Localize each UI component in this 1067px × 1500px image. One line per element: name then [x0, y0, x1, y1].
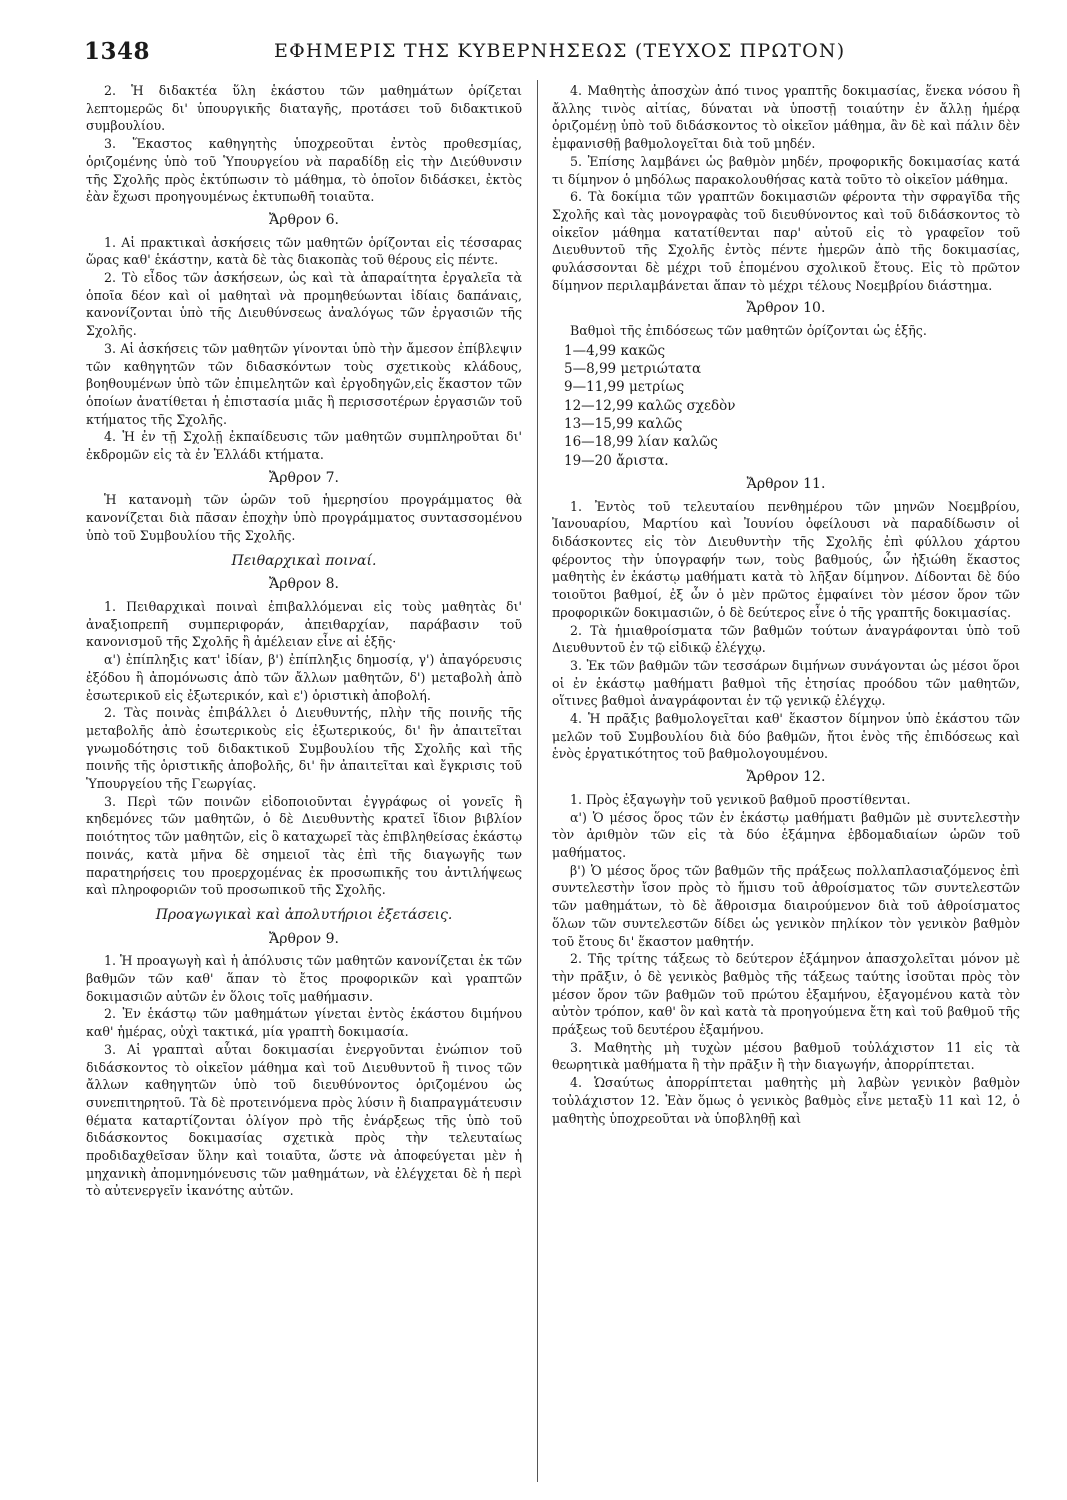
- paragraph: 6. Τὰ δοκίμια τῶν γραπτῶν δοκιμασιῶν φέροντα τὴν σφραγῖδα τῆς Σχολῆς καὶ τὰς μονογραφὰς τοῦ διευθύνοντος καὶ τοῦ διδάσκοντος τὸ οἰκεῖον μάθημα κατατίθενται παρ' αὐτοῦ εἰς τὸ γραφεῖον τοῦ Διευθυντοῦ τῆς Σχολῆς ἐντὸς πέντε ἡμερῶν ἀπὸ τῆς δοκιμασίας, φυλάσσονται δὲ μέχρι τοῦ ἑπομένου σχολικοῦ ἔτους. Εἰς τὸ πρῶτον δίμηνον περιλαμβάνεται ἅπαν τὸ μέχρι τέλους Νοεμβρίου διάστημα.: [552, 189, 1020, 293]
- paragraph: 3. Αἱ ἀσκήσεις τῶν μαθητῶν γίνονται ὑπὸ τὴν ἄμεσον ἐπίβλεψιν τῶν καθηγητῶν τῶν διδασκόντων τοὺς σχετικοὺς κλάδους, βοηθουμένων ὑπὸ τῶν ἐπιμελητῶν καὶ ἐργοδηγῶν,εἰς ἕκαστον τῶν ὁποίων ἀνατίθεται ἡ ἐπιστασία μιᾶς ἢ περισσοτέρων ἐργασιῶν τοῦ κτήματος τῆς Σχολῆς.: [86, 340, 522, 427]
- paragraph: 3. Ἐκ τῶν βαθμῶν τῶν τεσσάρων διμήνων συνάγονται ὡς μέσοι ὅροι οἱ ἐν ἑκάστῳ μαθήματι βαθμοὶ τῆς ἐτησίας προόδου τῶν μαθητῶν, οἵτινες βαθμοὶ ἀναγράφονται ἐν τῷ γενικῷ ἐλέγχῳ.: [552, 657, 1020, 709]
- article-heading: Ἄρθρον 12.: [746, 769, 826, 786]
- paragraph: α') Ὁ μέσος ὅρος τῶν ἐν ἑκάστῳ μαθήματι βαθμῶν μὲ συντελεστὴν τὸν ἀριθμὸν τῶν εἰς τὰ δύο ἑξάμηνα ἑβδομαδιαίων ὡρῶν τοῦ μαθήματος.: [552, 809, 1020, 860]
- section-heading: Προαγωγικαὶ καὶ ἀπολυτήριοι ἐξετάσεις.: [155, 906, 453, 923]
- paragraph: 2. Ἐν ἑκάστῳ τῶν μαθημάτων γίνεται ἐντὸς ἑκάστου διμήνου καθ' ἡμέρας, οὐχὶ τακτικά, μία γραπτὴ δοκιμασία.: [86, 1006, 522, 1040]
- column-divider: [537, 80, 538, 1482]
- paragraph: 1. Αἱ πρακτικαὶ ἀσκήσεις τῶν μαθητῶν ὁρίζονται εἰς τέσσαρας ὥρας καθ' ἑκάστην, κατὰ δὲ τὰς διακοπὰς τοῦ θέρους εἰς πέντε.: [86, 234, 522, 268]
- paragraph: 1. Ἐντὸς τοῦ τελευταίου πενθημέρου τῶν μηνῶν Νοεμβρίου, Ἰανουαρίου, Μαρτίου καὶ Ἰουνίου ὀφείλουσι νὰ παραδίδωσιν οἱ διδάσκοντες εἰς τὸν Διευθυντὴν τῆς Σχολῆς ἐπὶ φύλλου χάρτου φέροντος τὴν ὑπογραφήν των, τοὺς βαθμούς, ὧν ἠξιώθη ἕκαστος μαθητὴς ἐν ἑκάστῳ μαθήματι κατὰ τὸ λῆξαν δίμηνον. Δίδονται δὲ δύο τοιοῦτοι βαθμοί, ἐξ ὧν ὁ μὲν πρῶτος ἐμφαίνει τὸν μέσον ὅρον τῶν προφορικῶν δοκιμασιῶν, ὁ δὲ δεύτερος εἶνε ὁ τῆς γραπτῆς δοκιμασίας.: [552, 498, 1020, 620]
- article-heading: Ἄρθρον 7.: [269, 469, 339, 486]
- paragraph: Βαθμοὶ τῆς ἐπιδόσεως τῶν μαθητῶν ὁρίζονται ὡς ἑξῆς.: [570, 323, 927, 339]
- paragraph: 1. Ἡ προαγωγὴ καὶ ἡ ἀπόλυσις τῶν μαθητῶν κανονίζεται ἐκ τῶν βαθμῶν τῶν καθ' ἅπαν τὸ ἔτος προφορικῶν καὶ γραπτῶν δοκιμασιῶν αὐτῶν ἐν ὅλοις τοῖς μαθήμασιν.: [86, 953, 522, 1004]
- grade-row: 13—15,99 καλῶς: [564, 416, 683, 433]
- article-heading: Ἄρθρον 8.: [269, 576, 339, 593]
- grade-row: 5—8,99 μετριώτατα: [564, 361, 702, 378]
- grade-row: 1—4,99 κακῶς: [564, 342, 665, 359]
- article-heading: Ἄρθρον 11.: [746, 475, 826, 492]
- paragraph: α') ἐπίπληξις κατ' ἰδίαν, β') ἐπίπληξις δημοσίᾳ, γ') ἀπαγόρευσις ἐξόδου ἢ ἀπομόνωσις ἀπὸ τῶν ἄλλων μαθητῶν, δ') μεταβολὴ ἀπὸ ἐσωτερικοῦ εἰς ἐξωτερικόν, καὶ ε') ὁριστικὴ ἀποβολή.: [86, 652, 522, 703]
- grade-row: 12—12,99 καλῶς σχεδὸν: [564, 397, 736, 414]
- running-title: ΕΦΗΜΕΡΙΣ ΤΗΣ ΚΥΒΕΡΝΗΣΕΩΣ (ΤΕΥΧΟΣ ΠΡΩΤΟΝ): [274, 40, 846, 62]
- grade-scale: [552, 342, 1020, 470]
- paragraph: 2. Τῆς τρίτης τάξεως τὸ δεύτερον ἑξάμηνον ἀπασχολεῖται μόνον μὲ τὴν πρᾶξιν, ὁ δὲ γενικὸς βαθμὸς τῆς τάξεως ταύτης ἰσοῦται πρὸς τὸν μέσον ὅρον τῶν βαθμῶν τοῦ πρώτου ἑξαμήνου, ἐξαγομένου κατὰ τὸν αὐτὸν τρόπον, καθ' ὃν καὶ κατὰ τὰ προηγούμενα ἔτη καὶ τοῦ βαθμοῦ τῆς πράξεως τοῦ δευτέρου ἑξαμήνου.: [552, 951, 1020, 1038]
- paragraph: 2. Τὰς ποινὰς ἐπιβάλλει ὁ Διευθυντής, πλὴν τῆς ποινῆς τῆς μεταβολῆς ἀπὸ ἐσωτερικοὺς εἰς ἐξωτερικούς, δι' ἣν ἀπαιτεῖται γνωμοδότησις τοῦ διδακτικοῦ Συμβουλίου τῆς Σχολῆς καὶ τῆς ποινῆς τῆς ὁριστικῆς ἀποβολῆς, δι' ἣν ἀπαιτεῖται καὶ ἔγκρισις τοῦ Ὑπουργείου τῆς Γεωργίας.: [86, 705, 522, 792]
- paragraph: 5. Ἐπίσης λαμβάνει ὡς βαθμὸν μηδέν, προφορικῆς δοκιμασίας κατά τι δίμηνον ὁ μηδόλως παρακολουθήσας κατὰ τοῦτο τὸ οἰκεῖον μάθημα.: [552, 153, 1020, 187]
- paragraph: 1. Πειθαρχικαὶ ποιναὶ ἐπιβαλλόμεναι εἰς τοὺς μαθητὰς δι' ἀναξιοπρεπῆ συμπεριφοράν, ἀπειθαρχίαν, παράβασιν τοῦ κανονισμοῦ τῆς Σχολῆς ἢ ἀμέλειαν εἶνε αἱ ἑξῆς·: [86, 598, 522, 650]
- paragraph: 2. Ἡ διδακτέα ὕλη ἑκάστου τῶν μαθημάτων ὁρίζεται λεπτομερῶς δι' ὑπουργικῆς διαταγῆς, προτάσει τοῦ διδακτικοῦ συμβουλίου.: [86, 83, 522, 134]
- page-number: 1348: [84, 38, 151, 65]
- paragraph: 3. Αἱ γραπταὶ αὗται δοκιμασίαι ἐνεργοῦνται ἐνώπιον τοῦ διδάσκοντος τὸ οἰκεῖον μάθημα καὶ τοῦ Διευθυντοῦ ἢ τινος τῶν ἄλλων καθηγητῶν ὑπὸ τοῦ διευθύνοντος ὁριζομένου ὡς συνεπιτηρητοῦ. Τὰ δὲ προτεινόμενα πρὸς λύσιν ἢ διαπραγμάτευσιν θέματα καταρτίζονται ὀλίγον πρὸ τῆς ἐνάρξεως τῆς ὑπὸ τοῦ διδάσκοντος δοκιμασίας σχετικὰ πρὸς τὴν τελευταίως προδιδαχθεῖσαν ὕλην καὶ τοιαῦτα, ὥστε νὰ ἀποφεύγεται μὲν ἡ μηχανικὴ ἀπομνημόνευσις τῶν μαθημάτων, νὰ ἐλέγχεται δὲ ἡ περὶ τὸ αὐτενεργεῖν ἱκανότης αὐτῶν.: [86, 1041, 522, 1199]
- paragraph: 2. Τὸ εἶδος τῶν ἀσκήσεων, ὡς καὶ τὰ ἀπαραίτητα ἐργαλεῖα τὰ ὁποῖα δέον καὶ οἱ μαθηταὶ νὰ προμηθεύωνται ἰδίαις δαπάναις, κανονίζονται ὑπὸ τῆς Διευθύνσεως ἀναλόγως τῶν ἐργασιῶν τῆς Σχολῆς.: [86, 270, 522, 339]
- right-column: [552, 82, 1020, 1127]
- paragraph: 4. Ἡ ἐν τῇ Σχολῇ ἐκπαίδευσις τῶν μαθητῶν συμπληροῦται δι' ἐκδρομῶν εἰς τὰ ἐν Ἑλλάδι κτήματα.: [86, 429, 522, 463]
- grade-row: 9—11,99 μετρίως: [564, 379, 685, 396]
- article-heading: Ἄρθρον 10.: [746, 300, 826, 317]
- paragraph: 3. Περὶ τῶν ποινῶν εἰδοποιοῦνται ἐγγράφως οἱ γονεῖς ἢ κηδεμόνες τῶν μαθητῶν, ὁ δὲ Διευθυντὴς κρατεῖ ἴδιον βιβλίον ποιότητος τῶν μαθητῶν, εἰς ὃ καταχωρεῖ τὰς ἐπιβληθείσας ἑκάστῳ ποινάς, κατὰ μῆνα δὲ σημειοῖ τὰς ἐπὶ τῆς διαγωγῆς των παρατηρήσεις του προερχομένας ἐκ προσωπικῆς του ἀντιλήψεως καὶ πληροφοριῶν τοῦ προσωπικοῦ τῆς Σχολῆς.: [86, 793, 522, 898]
- page-header: [84, 38, 1044, 72]
- paragraph: 4. Ἡ πρᾶξις βαθμολογεῖται καθ' ἕκαστον δίμηνον ὑπὸ ἑκάστου τῶν μελῶν τοῦ Συμβουλίου διὰ δύο βαθμῶν, ἤτοι ἑνὸς τῆς ἐπιδόσεως καὶ ἑνὸς ἐργατικότητος τοῦ βαθμολογουμένου.: [552, 711, 1020, 762]
- left-column: [86, 82, 522, 1200]
- paragraph: 4. Μαθητὴς ἀποσχὼν ἀπό τινος γραπτῆς δοκιμασίας, ἕνεκα νόσου ἢ ἄλλης τινὸς αἰτίας, δύναται νὰ ὑποστῇ τοιαύτην ἐν ἄλλῃ ἡμέρᾳ ὁριζομένῃ ὑπὸ τοῦ διδάσκοντος τὸ οἰκεῖον μάθημα, ἂν δὲ καὶ πάλιν δὲν ἐμφανισθῇ βαθμολογεῖται διὰ τοῦ μηδέν.: [552, 83, 1020, 152]
- article-heading: Ἄρθρον 6.: [269, 211, 339, 228]
- paragraph: 3. Ἕκαστος καθηγητὴς ὑποχρεοῦται ἐντὸς προθεσμίας, ὁριζομένης ὑπὸ τοῦ Ὑπουργείου νὰ παραδίδῃ εἰς τὴν Διεύθυνσιν τῆς Σχολῆς πρὸς ἐκτύπωσιν τὸ μάθημα, τὸ ὁποῖον διδάσκει, ἐκτὸς ἐὰν ἔχωσι προηγουμένως ἐκτυπωθῆ τοιαῦτα.: [86, 136, 522, 205]
- article-heading: Ἄρθρον 9.: [269, 930, 339, 947]
- paragraph: 2. Τὰ ἡμιαθροίσματα τῶν βαθμῶν τούτων ἀναγράφονται ὑπὸ τοῦ Διευθυντοῦ ἐν τῷ εἰδικῷ ἐλέγχῳ.: [552, 622, 1020, 656]
- paragraph: Ἡ κατανομὴ τῶν ὡρῶν τοῦ ἡμερησίου προγράμματος θὰ κανονίζεται διὰ πᾶσαν ἐποχὴν ὑπὸ προγράμματος συντασσομένου ὑπὸ τοῦ Συμβουλίου τῆς Σχολῆς.: [86, 492, 522, 543]
- section-heading: Πειθαρχικαὶ ποιναί.: [231, 552, 377, 569]
- grade-row: 16—18,99 λίαν καλῶς: [564, 434, 718, 451]
- paragraph: 1. Πρὸς ἐξαγωγὴν τοῦ γενικοῦ βαθμοῦ προστίθενται.: [570, 791, 911, 807]
- grade-row: 19—20 ἄριστα.: [564, 452, 669, 469]
- paragraph: β') Ὁ μέσος ὅρος τῶν βαθμῶν τῆς πράξεως πολλαπλασιαζόμενος ἐπὶ συντελεστὴν ἴσον πρὸς τὸ ἥμισυ τοῦ ἀθροίσματος τῶν συντελεστῶν τῶν μαθημάτων, τὸ δὲ ἄθροισμα διαιρούμενον διὰ τοῦ ἀθροίσματος ὅλων τῶν συντελεστῶν δίδει ὡς γενικὸν πηλίκον τὸν γενικὸν βαθμὸν τοῦ ἔτους δι' ἕκαστον μαθητήν.: [552, 862, 1020, 949]
- paragraph: 3. Μαθητὴς μὴ τυχὼν μέσου βαθμοῦ τοὐλάχιστον 11 εἰς τὰ θεωρητικὰ μαθήματα ἢ τὴν πρᾶξιν ἢ τὴν διαγωγήν, ἀπορρίπτεται.: [552, 1039, 1020, 1073]
- paragraph: 4. Ὡσαύτως ἀπορρίπτεται μαθητὴς μὴ λαβὼν γενικὸν βαθμὸν τοὐλάχιστον 12. Ἐὰν ὅμως ὁ γενικὸς βαθμὸς εἶνε μεταξὺ 11 καὶ 12, ὁ μαθητὴς ὑποχρεοῦται νὰ ὑποβληθῇ καὶ: [552, 1075, 1020, 1126]
